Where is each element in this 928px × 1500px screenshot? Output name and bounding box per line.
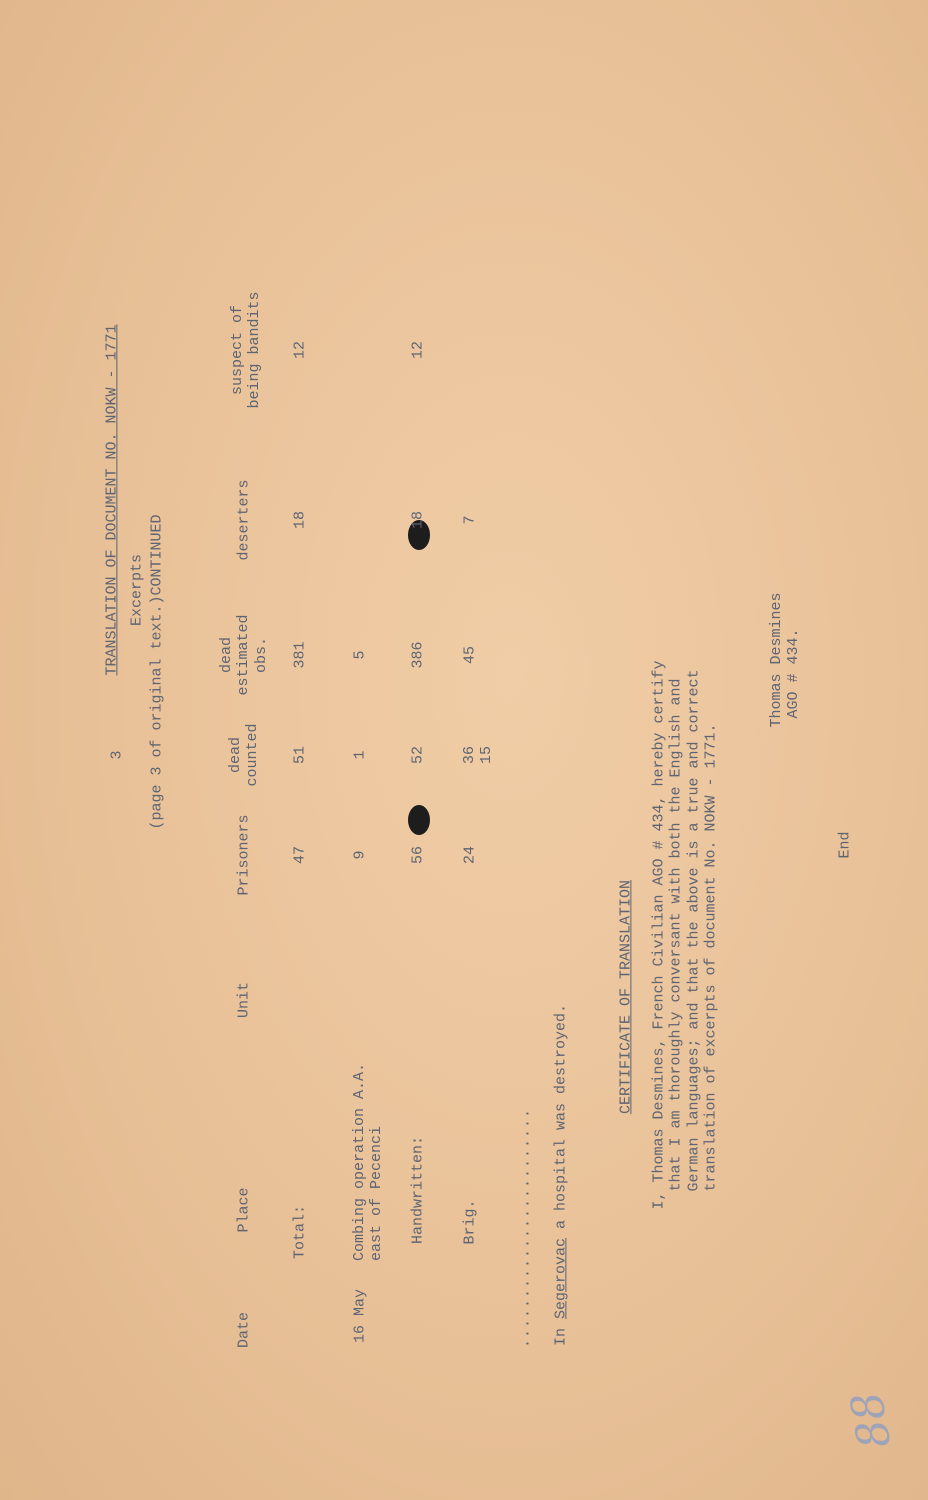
column-header-date: Date: [235, 1311, 253, 1349]
table-cell-prisoners: 9: [351, 850, 369, 860]
doc-continuation: (page 3 of original text.)CONTINUED: [148, 514, 166, 830]
table-cell-deserters: 18: [409, 510, 427, 530]
end-marker: End: [836, 831, 854, 859]
table-cell-suspect: 12: [291, 340, 309, 360]
column-header-dead-counted: dead counted: [226, 723, 261, 787]
table-cell-prisoners: 56: [409, 845, 427, 865]
certificate-line: that I am thoroughly conversant with both the English and: [667, 678, 685, 1192]
punch-hole-top: [408, 805, 430, 835]
table-cell-place: Handwritten:: [409, 1135, 427, 1245]
certificate-line: German languages; and that the above is a true and correct: [685, 669, 702, 1192]
table-cell-dead-counted: 52: [409, 745, 427, 765]
certificate-line: I, Thomas Desmines, French Civilian AGO # 434, hereby certify: [650, 660, 668, 1210]
certificate-text: [651, 660, 720, 1209]
table-cell-suspect: 12: [409, 340, 427, 360]
column-header-place: Place: [235, 1187, 253, 1233]
table-cell-dead-estimated: 381: [291, 641, 309, 669]
hospital-note: In Segerovac a hospital was destroyed.: [552, 1003, 570, 1347]
column-header-unit: Unit: [235, 981, 253, 1019]
certificate-title: CERTIFICATE OF TRANSLATION: [617, 879, 635, 1115]
doc-subtitle: Excerpts: [128, 553, 146, 627]
dotted-separator: ........................: [516, 1107, 534, 1349]
signature-block: [768, 592, 803, 727]
table-cell-dead-counted: 36 15: [460, 745, 495, 765]
table-cell-place: Combing operation A.A. east of Pecenci: [350, 1062, 385, 1262]
table-cell-dead-counted: 1: [351, 750, 369, 760]
column-header-dead-estimated: dead estimated obs.: [218, 614, 270, 696]
signature-name: Thomas Desmines: [767, 592, 785, 728]
table-cell-prisoners: 24: [461, 845, 479, 865]
handwritten-page-number: 88: [841, 1388, 902, 1453]
signature-ago: AGO # 434.: [785, 628, 802, 719]
table-cell-deserters: 18: [291, 510, 309, 530]
column-header-prisoners: Prisoners: [235, 814, 253, 896]
page-number: 3: [108, 750, 126, 760]
certificate-line: translation of excerpts of document No. NOKW - 1771.: [702, 723, 720, 1192]
column-header-suspect: suspect of being bandits: [228, 291, 263, 409]
doc-title: TRANSLATION OF DOCUMENT NO. NOKW - 1771: [103, 324, 121, 676]
table-cell-deserters: 7: [461, 515, 479, 525]
table-cell-dead-estimated: 5: [351, 650, 369, 660]
table-cell-place: Total:: [291, 1204, 309, 1260]
column-header-deserters: deserters: [235, 479, 253, 561]
table-cell-dead-counted: 51: [291, 745, 309, 765]
table-cell-dead-estimated: 386: [409, 641, 427, 669]
table-cell-dead-estimated: 45: [461, 645, 479, 665]
table-cell-prisoners: 47: [291, 845, 309, 865]
table-cell-place: Brig.: [461, 1199, 479, 1245]
table-cell-date: 16 May: [351, 1288, 369, 1344]
